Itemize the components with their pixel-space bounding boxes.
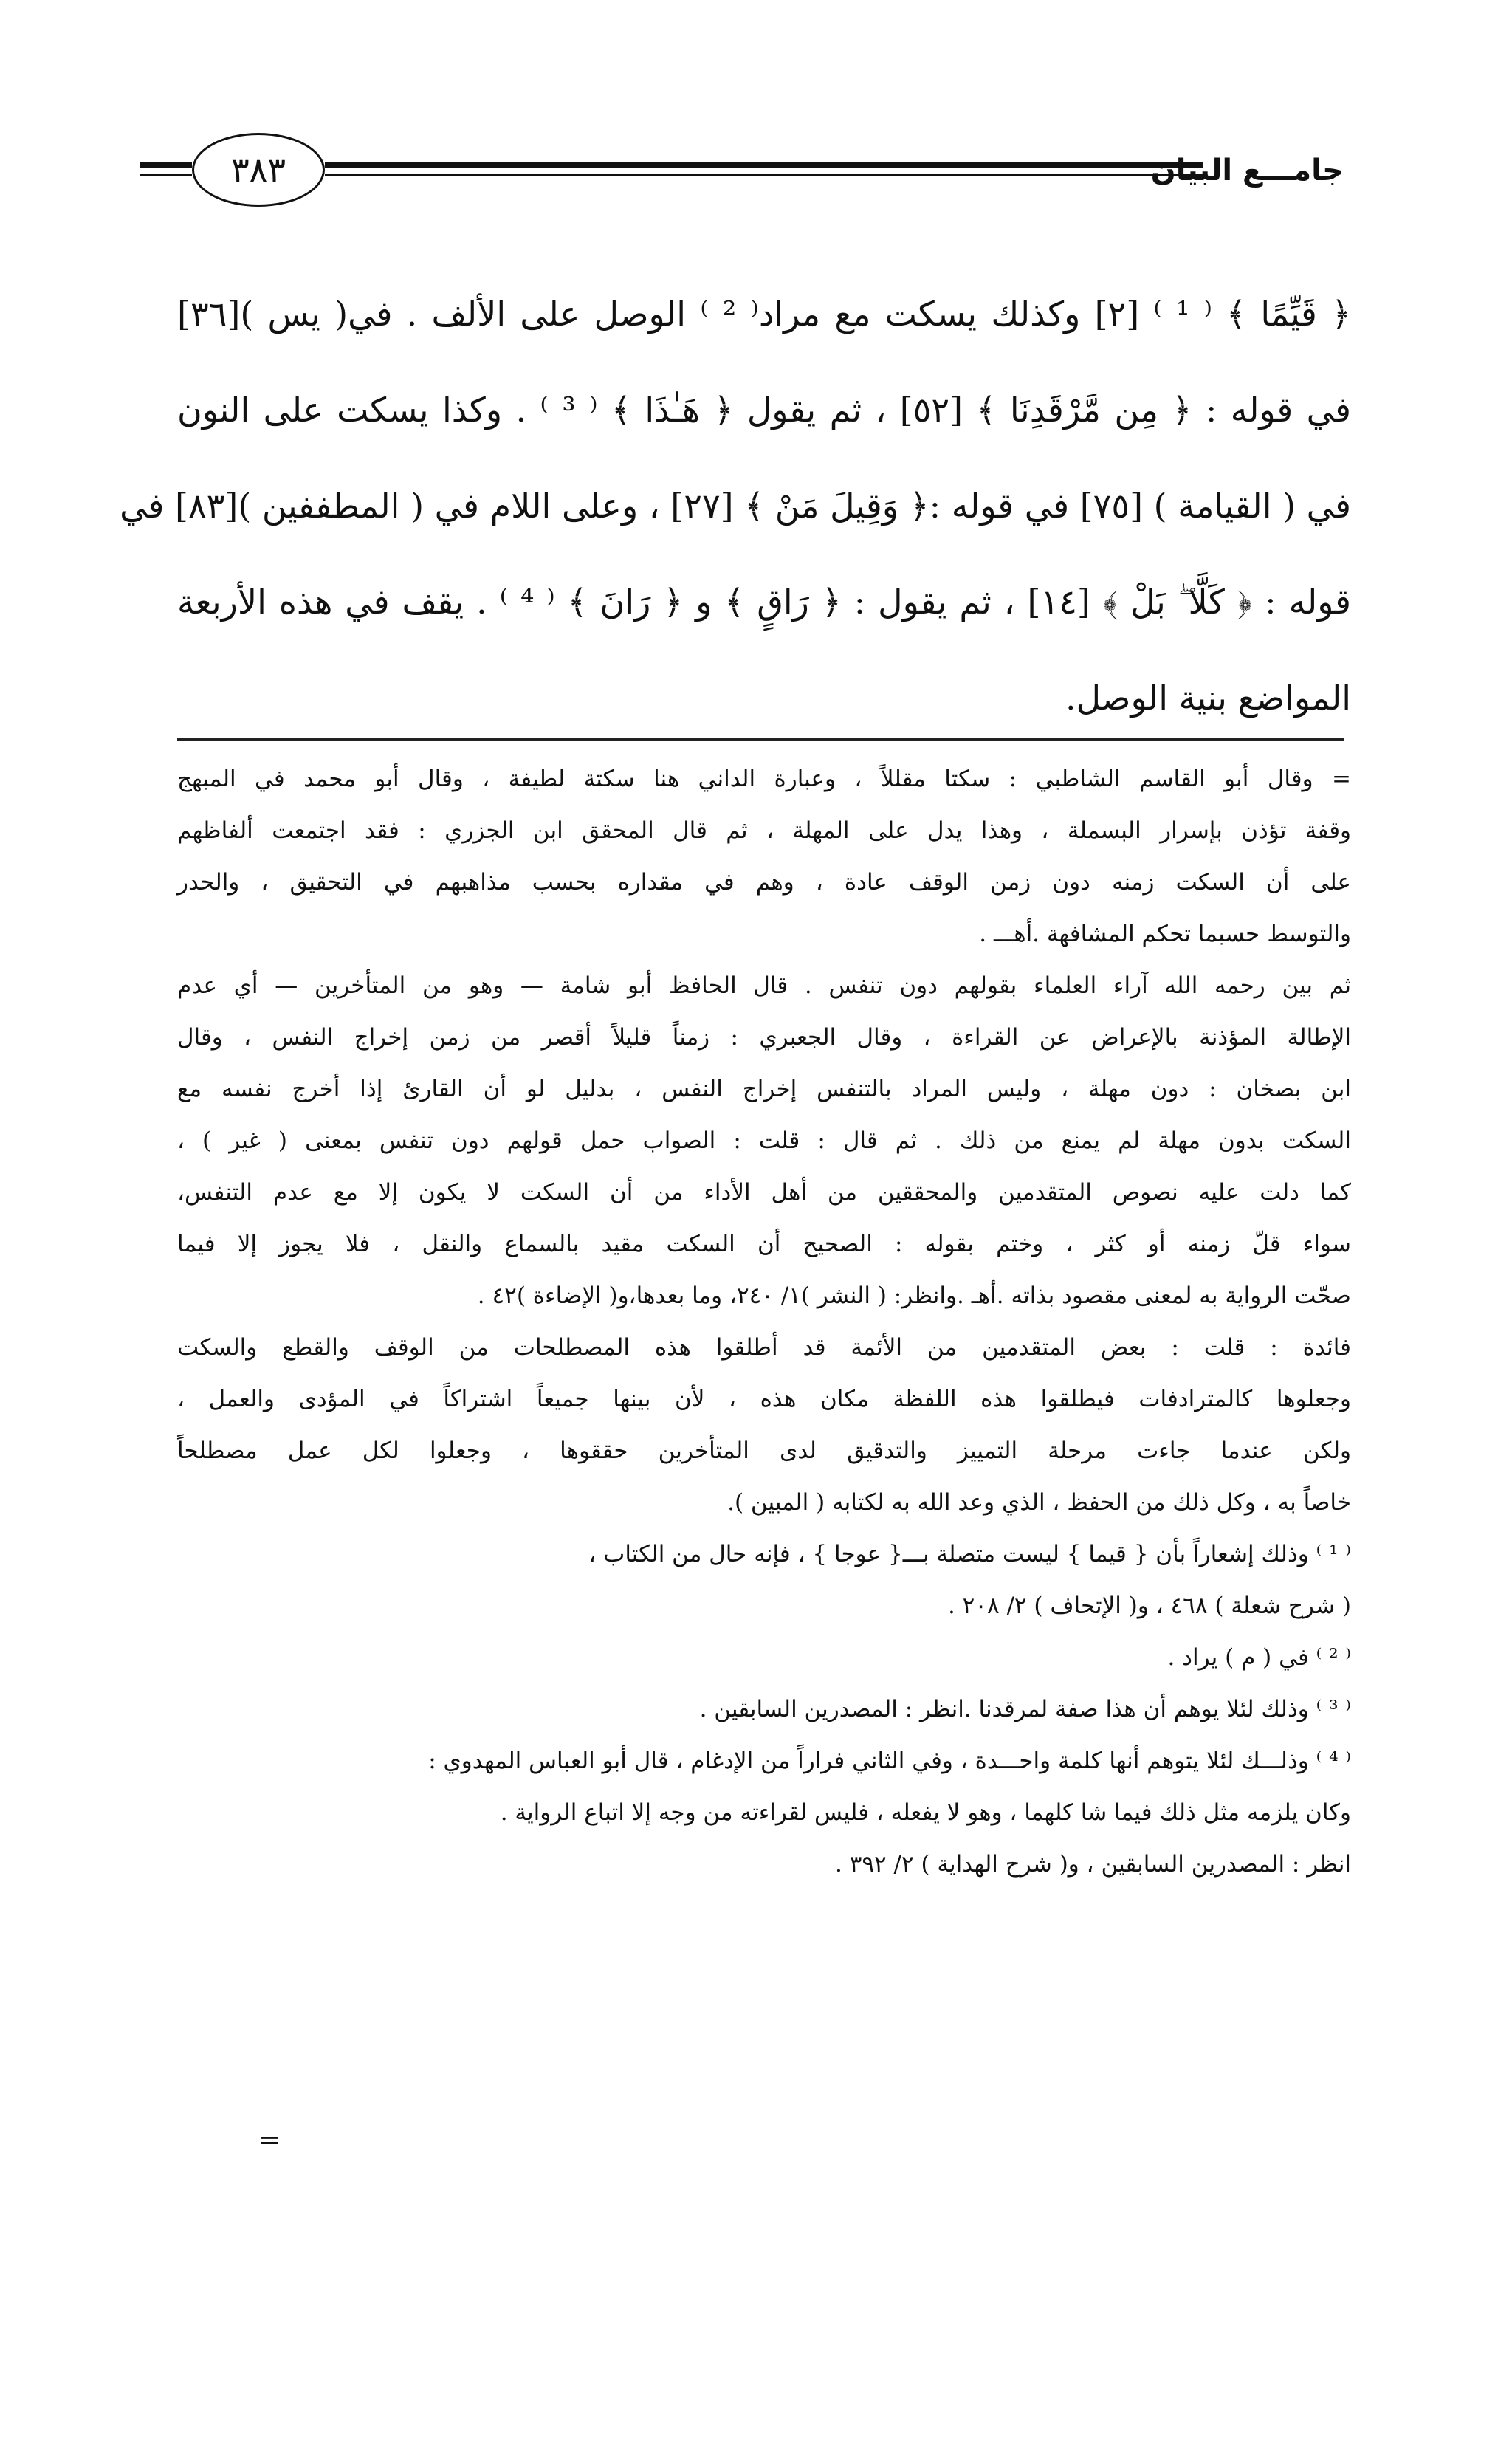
main-line: ﴿ قَيِّمًا ﴾ ⁽ ¹ ⁾ [٢] وكذلك يسكت مع مراد⁽ ² ⁾ الوصل على الألف . في( يس )[٣٦] bbox=[177, 294, 1351, 334]
footnotes bbox=[177, 753, 1351, 1890]
header-rule bbox=[325, 162, 1203, 168]
footnote-line: ابن بصخان : دون مهلة ، وليس المراد بالتنفس إخراج النفس ، بدليل لو أن القارئ إذا أخرج نفسه مع bbox=[177, 1076, 1351, 1102]
footnote-line: وقفة تؤذن بإسرار البسملة ، وهذا يدل على المهلة ، ثم قال المحقق ابن الجزري : فقد اجتمعت ألفاظهم bbox=[177, 817, 1351, 844]
header-rule-left-thin bbox=[140, 174, 192, 176]
footnote-line: وكان يلزمه مثل ذلك فيما شا كلهما ، وهو لا يفعله ، فليس لقراءته من وجه إلا اتباع الرواية . bbox=[500, 1799, 1351, 1826]
footnote-line: وجعلوها كالمترادفات فيطلقوا هذه اللفظة مكان هذه ، لأن بينها جميعاً اشتراكاً في المؤدى والعمل ، bbox=[177, 1386, 1351, 1412]
book-title: جامـــع البيان bbox=[1150, 154, 1344, 188]
footnote-line: السكت بدون مهلة لم يمنع من ذلك . ثم قال : قلت : الصواب حمل قولهم دون تنفس بمعنى ( غير ) ، bbox=[177, 1127, 1351, 1154]
main-line: في قوله : ﴿ مِن مَّرْقَدِنَا ﴾ [٥٢] ، ثم يقول ﴿ هَـٰذَا ﴾ ⁽ ³ ⁾ . وكذا يسكت على النون bbox=[177, 390, 1351, 430]
header-rule-left bbox=[140, 162, 192, 168]
footnote-line: الإطالة المؤذنة بالإعراض عن القراءة ، وقال الجعبري : زمناً قليلاً أقصر من زمن إخراج النفس ، وقال bbox=[177, 1024, 1351, 1051]
main-line: في ( القيامة ) [٧٥] في قوله :﴿ وَقِيلَ مَنْ ﴾ [٢٧] ، وعلى اللام في ( المطففين )[٨٣] في bbox=[120, 486, 1351, 526]
footnote-line: ⁽ ³ ⁾ وذلك لئلا يوهم أن هذا صفة لمرقدنا .انظر : المصدرين السابقين . bbox=[699, 1696, 1351, 1722]
continuation-mark: = bbox=[258, 2125, 281, 2155]
page-number-frame bbox=[192, 133, 325, 207]
main-text bbox=[120, 266, 1352, 746]
footnote-line: فائدة : قلت : بعض المتقدمين من الأئمة قد أطلقوا هذه المصطلحات من الوقف والقطع والسكت bbox=[177, 1334, 1351, 1361]
page-header bbox=[133, 118, 1344, 214]
page-number: ٣٨٣ bbox=[230, 150, 286, 190]
footnote-line: ولكن عندما جاءت مرحلة التمييز والتدقيق لدى المتأخرين حققوها ، وجعلوا لكل عمل مصطلحاً bbox=[177, 1437, 1351, 1464]
footnote-separator bbox=[177, 738, 1344, 741]
footnote-line: انظر : المصدرين السابقين ، و( شرح الهداية ) ٢/ ٣٩٢ . bbox=[834, 1851, 1351, 1878]
main-line: قوله : ﴿ كَلَّا ۖ بَلْ ﴾ [١٤] ، ثم يقول : ﴿ رَاقٍ ﴾ و ﴿ رَانَ ﴾ ⁽ ⁴ ⁾ . يقف في هذه الأربعة bbox=[177, 582, 1352, 622]
footnote-line: صحّت الرواية به لمعنى مقصود بذاته .أهـ .وانظر: ( النشر )١/ ٢٤٠، وما بعدها،و( الإضاءة )٤٢ . bbox=[477, 1282, 1351, 1309]
footnote-line: والتوسط حسبما تحكم المشافهة .أهـــ . bbox=[979, 921, 1351, 947]
footnote-line: ( شرح شعلة ) ٤٦٨ ، و( الإتحاف ) ٢/ ٢٠٨ . bbox=[947, 1593, 1351, 1619]
footnote-line: ⁽ ¹ ⁾ وذلك إشعاراً بأن { قيما } ليست متصلة بـــ{ عوجا } ، فإنه حال من الكتاب ، bbox=[588, 1541, 1351, 1567]
footnote-line: كما دلت عليه نصوص المتقدمين والمحققين من أهل الأداء من أن السكت لا يكون إلا مع عدم التنفس، bbox=[177, 1179, 1351, 1206]
footnote-line: ⁽ ² ⁾ في ( م ) يراد . bbox=[1167, 1644, 1351, 1671]
footnote-line: سواء قلّ زمنه أو كثر ، وختم بقوله : الصحيح أن السكت مقيد بالسماع والنقل ، فلا يجوز إلا فيما bbox=[177, 1231, 1351, 1257]
footnote-line: على أن السكت زمنه دون زمن الوقف عادة ، وهم في مقداره بحسب مذاهبهم في التحقيق ، والحدر bbox=[177, 869, 1351, 896]
footnote-line: ⁽ ⁴ ⁾ وذلـــك لئلا يتوهم أنها كلمة واحـــدة ، وفي الثاني فراراً من الإدغام ، قال أبو العباس المهدوي : bbox=[428, 1748, 1351, 1774]
main-line: المواضع بنية الوصل. bbox=[1065, 678, 1351, 718]
footnote-line: خاصاً به ، وكل ذلك من الحفظ ، الذي وعد الله به لكتابه ( المبين ). bbox=[727, 1489, 1351, 1516]
footnote-line: ثم بين رحمه الله آراء العلماء بقولهم دون تنفس . قال الحافظ أبو شامة — وهو من المتأخرين — أي عدم bbox=[177, 972, 1351, 999]
footnote-line: = وقال أبو القاسم الشاطبي : سكتا مقللاً ، وعبارة الداني هنا سكتة لطيفة ، وقال أبو محمد في المبهج bbox=[177, 766, 1351, 792]
header-rule-thin bbox=[325, 174, 1203, 176]
